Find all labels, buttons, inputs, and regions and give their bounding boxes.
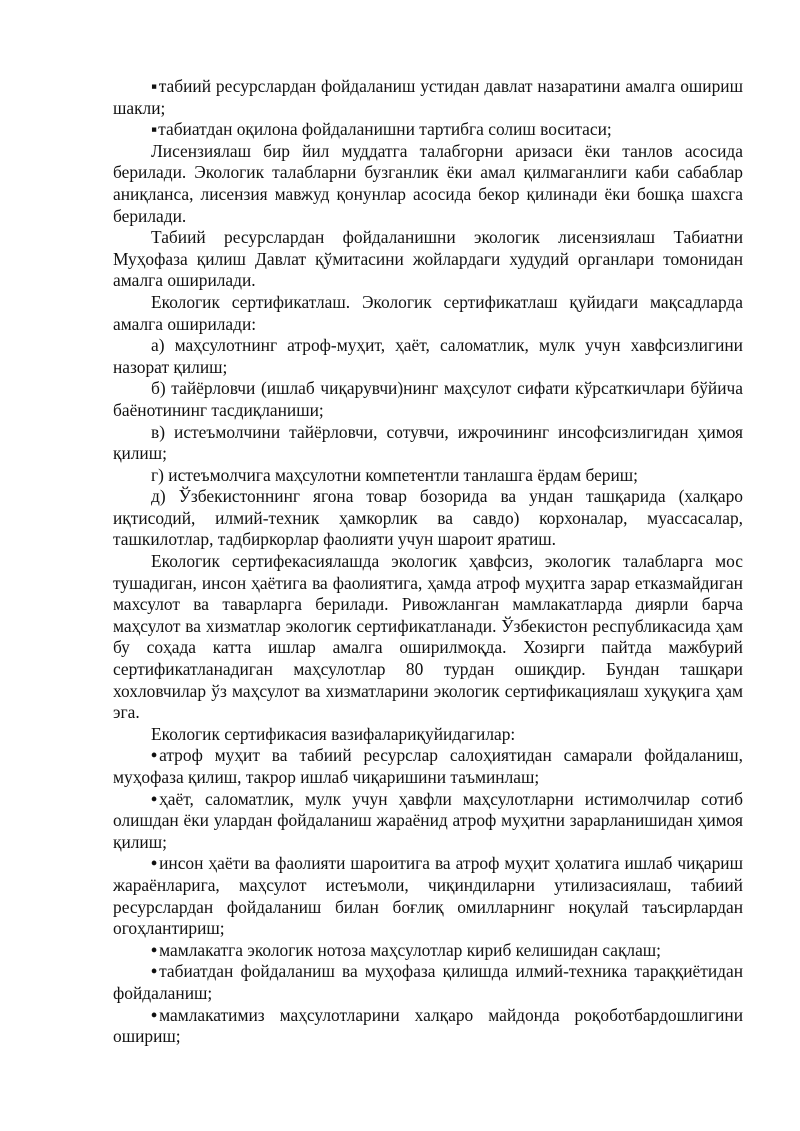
list-item-d: д) Ўзбекистоннинг ягона товар бозорида ва ундан ташқарида (халқаро иқтисодий, илмий-техник ҳамкорлик ва савдо) корхоналар, муассасалар, ташкилотлар, тадбиркорлар фаолияти учун шароит яратиш. bbox=[113, 486, 743, 550]
list-item-b: б) тайёрловчи (ишлаб чиқарувчи)нинг маҳсулот сифати кўрсаткичлари бўйича баёнотининг тасдиқланиши; bbox=[113, 378, 743, 420]
list-item-a: а) маҳсулотнинг атроф-муҳит, ҳаёт, саломатлик, мулк учун хавфсизлигини назорат қилиш; bbox=[113, 335, 743, 377]
bullet-paragraph: • ҳаёт, саломатлик, мулк учун ҳавфли маҳсулотларни истимолчилар сотиб олишдан ёки улардан фойдаланиш жараёнид атроф муҳитни зарарланишидан ҳимоя қилиш; bbox=[113, 789, 743, 854]
bullet-paragraph: • табиатдан фойдаланиш ва муҳофаза қилишда илмий-техника тараққиётидан фойдаланиш; bbox=[113, 961, 743, 1004]
bullet-paragraph: • инсон ҳаёти ва фаолияти шароитига ва атроф муҳит ҳолатига ишлаб чиқариш жараёнларига, маҳсулот истеъмоли, чиқиндиларни утилизасиялаш, табиий ресурслардан фойдаланиш билан боғлиқ омилларнинг ноқулай таъсирлардан огоҳлантириш; bbox=[113, 853, 743, 939]
section-intro-paragraph: Екологик сертификатлаш. Экологик сертификатлаш қуйидаги мақсадларда амалга оширилади: bbox=[113, 291, 743, 334]
document-page bbox=[113, 76, 743, 1048]
body-paragraph: Екологик сертифекасиялашда экологик ҳавфсиз, экологик талабларга мос тушадиган, инсон ҳаётига ва фаолиятига, ҳамда атроф муҳитга зарар етказмайдиган махсулот ва таварларга берилади. Ривожланган мамлакатларда диярли барча маҳсулот ва хизматлар экологик сертификатланади. Ўзбекистон республикасида ҳам бу соҳада катта ишлар амалга оширилмоқда. Хозирги пайтда мажбурий сертификатланадиган маҳсулотлар 80 турдан ошиқдир. Бундан ташқари хохловчилар ўз маҳсулот ва хизматларини экологик сертификациялаш хуқуқига ҳам эга. bbox=[113, 551, 743, 723]
tasks-heading-paragraph: Екологик сертификасия вазифалариқуйидагилар: bbox=[151, 723, 516, 744]
bullet-paragraph: ▪ табиий ресурслардан фойдаланиш устидан давлат назаратини амалга ошириш шакли; bbox=[113, 76, 743, 119]
list-item-g: г) истеъмолчига маҳсулотни компетентли танлашга ёрдам бериш; bbox=[151, 464, 639, 485]
bullet-paragraph: • атроф муҳит ва табиий ресурслар салоҳиятидан самарали фойдаланиш, муҳофаза қилиш, такрор ишлаб чиқаришини таъминлаш; bbox=[113, 745, 743, 788]
bullet-paragraph: ▪ табиатдан оқилона фойдаланишни тартибга солиш воситаси; bbox=[113, 119, 743, 141]
body-paragraph: Лисензиялаш бир йил муддатга талабгорни аризаси ёки танлов асосида берилади. Экологик талабларни бузганлик ёки амал қилмаганлиги каби сабаблар аниқланса, лисензия мавжуд қонунлар асосида бекор қилинади ёки бошқа шахсга берилади. bbox=[113, 140, 743, 226]
list-item-v: в) истеъмолчини тайёрловчи, сотувчи, ижрочининг инсофсизлигидан ҳимоя қилиш; bbox=[113, 421, 743, 464]
bullet-paragraph: • мамлакатга экологик нотоза маҳсулотлар кириб келишидан сақлаш; bbox=[113, 940, 743, 962]
bullet-paragraph: • мамлакатимиз маҳсулотларини халқаро майдонда роқоботбардошлигини ошириш; bbox=[113, 1005, 743, 1048]
body-paragraph: Табиий ресурслардан фойдаланишни экологик лисензиялаш Табиатни Муҳофаза қилиш Давлат қўмитасини жойлардаги худудий органлари томонидан амалга оширилади. bbox=[113, 227, 743, 291]
